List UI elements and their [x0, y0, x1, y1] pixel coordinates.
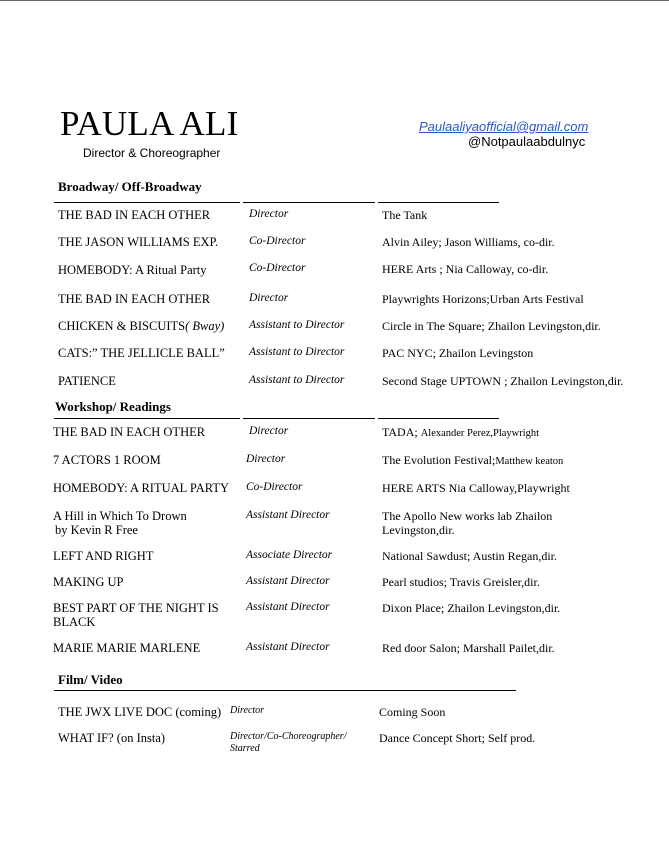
show-title: THE BAD IN EACH OTHER	[58, 292, 211, 306]
venue: Alvin Ailey; Jason Williams, co-dir.	[382, 235, 555, 249]
show-title: HOMEBODY: A Ritual Party	[58, 263, 207, 277]
section-rule	[54, 418, 240, 419]
show-title	[58, 319, 224, 334]
role: Assistant Director	[246, 641, 330, 653]
venue: The Tank	[382, 208, 428, 222]
resume-name: PAULA ALI	[60, 104, 239, 143]
venue: Red door Salon; Marshall Pailet,dir.	[382, 641, 555, 655]
social-handle: @Notpaulaabdulnyc	[468, 134, 586, 149]
section-rule	[243, 418, 375, 419]
venue: Dixon Place; Zhailon Levingston,dir.	[382, 601, 561, 615]
venue: Circle in The Square; Zhailon Levingston,dir.	[382, 319, 601, 333]
section-title-broadway: Broadway/ Off-Broadway	[58, 179, 202, 194]
venue: HERE ARTS Nia Calloway,Playwright	[382, 481, 570, 495]
show-title: THE JASON WILLIAMS EXP.	[58, 235, 219, 249]
venue-text: The Evolution Festival;	[382, 453, 496, 467]
role: Director	[249, 292, 289, 304]
venue: National Sawdust; Austin Regan,dir.	[382, 549, 557, 563]
show-title-line2: BLACK	[53, 615, 96, 629]
role: Assistant to Director	[249, 346, 345, 358]
role: Assistant Director	[246, 509, 330, 521]
role: Associate Director	[246, 549, 333, 561]
section-rule	[378, 202, 499, 203]
show-title: LEFT AND RIGHT	[53, 549, 154, 563]
top-border	[0, 0, 669, 1]
role: Assistant Director	[246, 601, 330, 613]
section-title-workshop: Workshop/ Readings	[55, 399, 171, 414]
show-title: PATIENCE	[58, 374, 116, 388]
section-title-film: Film/ Video	[58, 672, 123, 687]
venue-text: TADA;	[382, 425, 418, 439]
show-title: 7 ACTORS 1 ROOM	[53, 453, 161, 467]
role: Co-Director	[246, 481, 303, 493]
show-title: BEST PART OF THE NIGHT IS	[53, 601, 219, 615]
role: Director	[249, 208, 289, 220]
email-link[interactable]: Paulaaliyaofficial@gmail.com	[419, 119, 589, 134]
section-rule	[378, 418, 499, 419]
show-title: A Hill in Which To Drown	[53, 509, 187, 523]
resume-subtitle: Director & Choreographer	[83, 146, 221, 160]
venue	[382, 453, 563, 468]
section-rule	[54, 690, 516, 691]
venue-note: Alexander Perez,Playwright	[420, 428, 540, 439]
show-title: WHAT IF? (on Insta)	[58, 731, 166, 745]
show-title: THE BAD IN EACH OTHER	[58, 208, 211, 222]
venue: Pearl studios; Travis Greisler,dir.	[382, 575, 540, 589]
show-title-line2: by Kevin R Free	[55, 523, 138, 537]
role-line2: Starred	[230, 743, 260, 754]
role: Director	[246, 453, 286, 465]
venue: Playwrights Horizons;Urban Arts Festival	[382, 292, 584, 306]
venue	[382, 425, 539, 440]
show-title: CATS:” THE JELLICLE BALL”	[58, 346, 225, 360]
role: Director/Co-Choreographer/	[230, 731, 347, 742]
venue: HERE Arts ; Nia Calloway, co-dir.	[382, 262, 549, 276]
role: Co-Director	[249, 262, 306, 274]
show-title-text: CHICKEN & BISCUITS	[58, 319, 186, 333]
role: Assistant to Director	[249, 319, 345, 331]
role: Director	[249, 425, 289, 437]
venue-note: Matthew keaton	[495, 456, 564, 467]
section-rule	[54, 202, 240, 203]
show-title: THE JWX LIVE DOC (coming)	[58, 705, 222, 719]
role: Director	[230, 705, 265, 716]
section-rule	[243, 202, 375, 203]
show-title: THE BAD IN EACH OTHER	[53, 425, 206, 439]
venue: Dance Concept Short; Self prod.	[379, 731, 536, 745]
venue: Second Stage UPTOWN ; Zhailon Levingston,dir.	[382, 374, 624, 388]
venue: Coming Soon	[379, 705, 446, 719]
venue: PAC NYC; Zhailon Levingston	[382, 346, 534, 360]
role: Assistant to Director	[249, 374, 345, 386]
show-title: MARIE MARIE MARLENE	[53, 641, 201, 655]
venue: The Apollo New works lab Zhailon	[382, 509, 553, 523]
role: Co-Director	[249, 235, 306, 247]
show-title: HOMEBODY: A RITUAL PARTY	[53, 481, 230, 495]
venue-line2: Levingston,dir.	[382, 523, 455, 537]
role: Assistant Director	[246, 575, 330, 587]
show-title: MAKING UP	[53, 575, 124, 589]
show-title-note: ( Bway)	[185, 319, 225, 333]
